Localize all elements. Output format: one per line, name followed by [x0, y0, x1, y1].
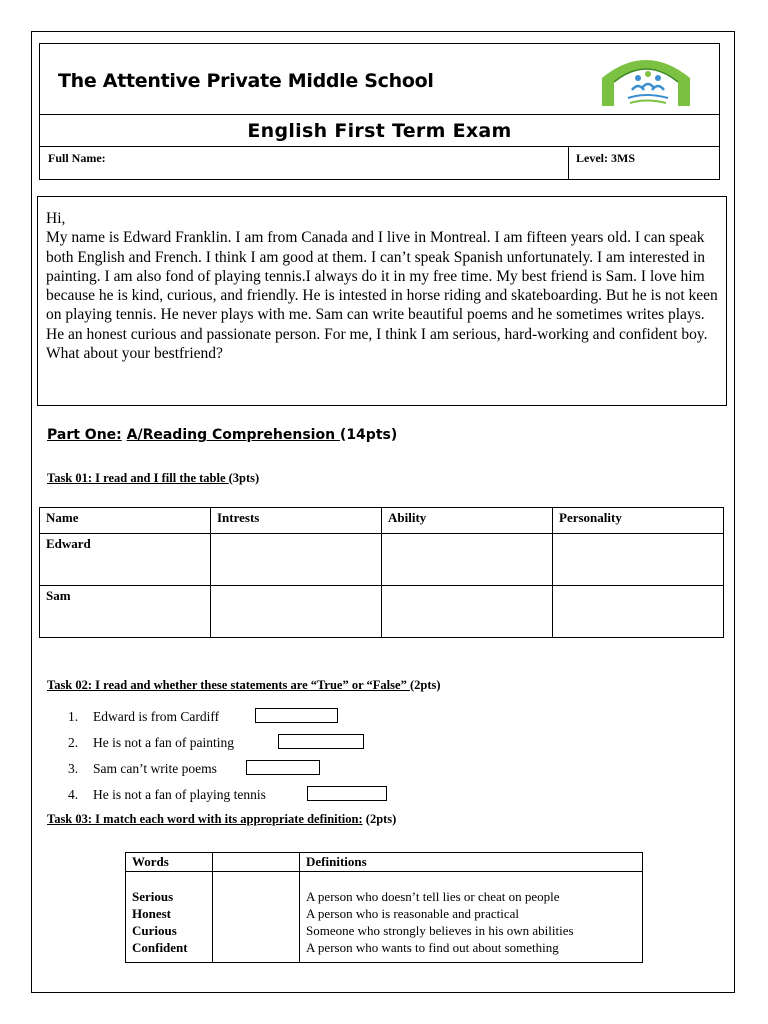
answer-box[interactable]: [278, 734, 364, 749]
answer-cell[interactable]: [382, 534, 553, 586]
word-item: Curious: [132, 923, 177, 938]
part-one-section: A/Reading Comprehension: [126, 427, 340, 443]
item-number: 2.: [68, 735, 79, 750]
definition-item: Someone who strongly believes in his own abilities: [306, 923, 574, 938]
task1-table: [39, 507, 724, 638]
exam-header: [39, 43, 720, 180]
school-row: [40, 44, 719, 115]
task3-table: [125, 852, 643, 963]
word-item: Confident: [132, 940, 188, 955]
definition-item: A person who is reasonable and practical: [306, 906, 519, 921]
task3-points: (2pts): [362, 812, 397, 826]
task2-title: Task 02: I read and whether these statements are “True” or “False”: [47, 678, 410, 692]
answer-cell[interactable]: [211, 534, 382, 586]
task1-heading: [47, 471, 259, 486]
statement-text: He is not a fan of playing tennis: [93, 787, 266, 802]
word-item: Serious: [132, 889, 174, 904]
answer-cell[interactable]: [553, 586, 724, 638]
table-row: [40, 586, 724, 638]
divider: [568, 147, 569, 180]
exam-title-row: [40, 115, 719, 147]
words-cell: [126, 872, 213, 963]
col-name: Name: [40, 508, 211, 534]
definitions-cell: [300, 872, 643, 963]
task1-points: (3pts): [228, 471, 260, 485]
table-header-row: [40, 508, 724, 534]
answer-box[interactable]: [307, 786, 387, 801]
passage-greeting: Hi,: [46, 210, 66, 227]
row-label-sam: Sam: [40, 586, 211, 638]
table-row: [126, 872, 643, 963]
part-one-points: (14pts): [339, 427, 398, 443]
statement-text: Sam can’t write poems: [93, 761, 217, 776]
part-one-heading: [47, 427, 397, 443]
definition-item: A person who doesn’t tell lies or cheat on people: [306, 889, 560, 904]
item-number: 4.: [68, 787, 79, 802]
school-logo-arch-icon: [592, 48, 700, 108]
task2-points: (2pts): [409, 678, 441, 692]
answer-cell[interactable]: [382, 586, 553, 638]
level-label: Level: 3MS: [576, 151, 635, 165]
col-words: Words: [126, 853, 213, 872]
matching-cell[interactable]: [213, 872, 300, 963]
task1-title: Task 01: I read and I fill the table: [47, 471, 229, 485]
exam-title: English First Term Exam: [247, 120, 512, 142]
item-number: 1.: [68, 709, 79, 724]
col-blank: [213, 853, 300, 872]
answer-box[interactable]: [246, 760, 320, 775]
reading-passage: [37, 196, 727, 406]
student-info-row: [40, 147, 719, 180]
col-ability: Ability: [382, 508, 553, 534]
definition-item: A person who wants to find out about something: [306, 940, 559, 955]
answer-cell[interactable]: [553, 534, 724, 586]
row-label-edward: Edward: [40, 534, 211, 586]
statement-text: He is not a fan of painting: [93, 735, 234, 750]
col-personality: Personality: [553, 508, 724, 534]
full-name-label: Full Name:: [48, 151, 106, 165]
col-intrests: Intrests: [211, 508, 382, 534]
task3-title: Task 03: I match each word with its appropriate definition:: [47, 812, 363, 826]
answer-box[interactable]: [255, 708, 338, 723]
table-row: [40, 534, 724, 586]
word-item: Honest: [132, 906, 171, 921]
item-number: 3.: [68, 761, 79, 776]
col-definitions: Definitions: [300, 853, 643, 872]
task2-heading: [47, 678, 441, 693]
school-name: The Attentive Private Middle School: [58, 70, 434, 92]
task3-heading: [47, 812, 396, 827]
passage-body: My name is Edward Franklin. I am from Canada and I live in Montreal. I am fifteen years old. I can speak both English and French. I think I am good at them. I can’t speak Spanish unfortunately. I am interested in painting. I am also fond of playing tennis.I always do it in my free time. My best friend is Sam. I love him because he is kind, curious, and friendly. He is intested in horse riding and skateboarding. But he is not keen on playing tennis. He never plays with me. Sam can write beautiful poems and he sometimes writes plays. He an honest curious and passionate person. For me, I think I am serious, hard-working and confident boy. What about your bestfriend?: [46, 229, 718, 363]
table-header-row: [126, 853, 643, 872]
part-one-label: Part One:: [47, 427, 122, 443]
statement-text: Edward is from Cardiff: [93, 709, 220, 724]
answer-cell[interactable]: [211, 586, 382, 638]
